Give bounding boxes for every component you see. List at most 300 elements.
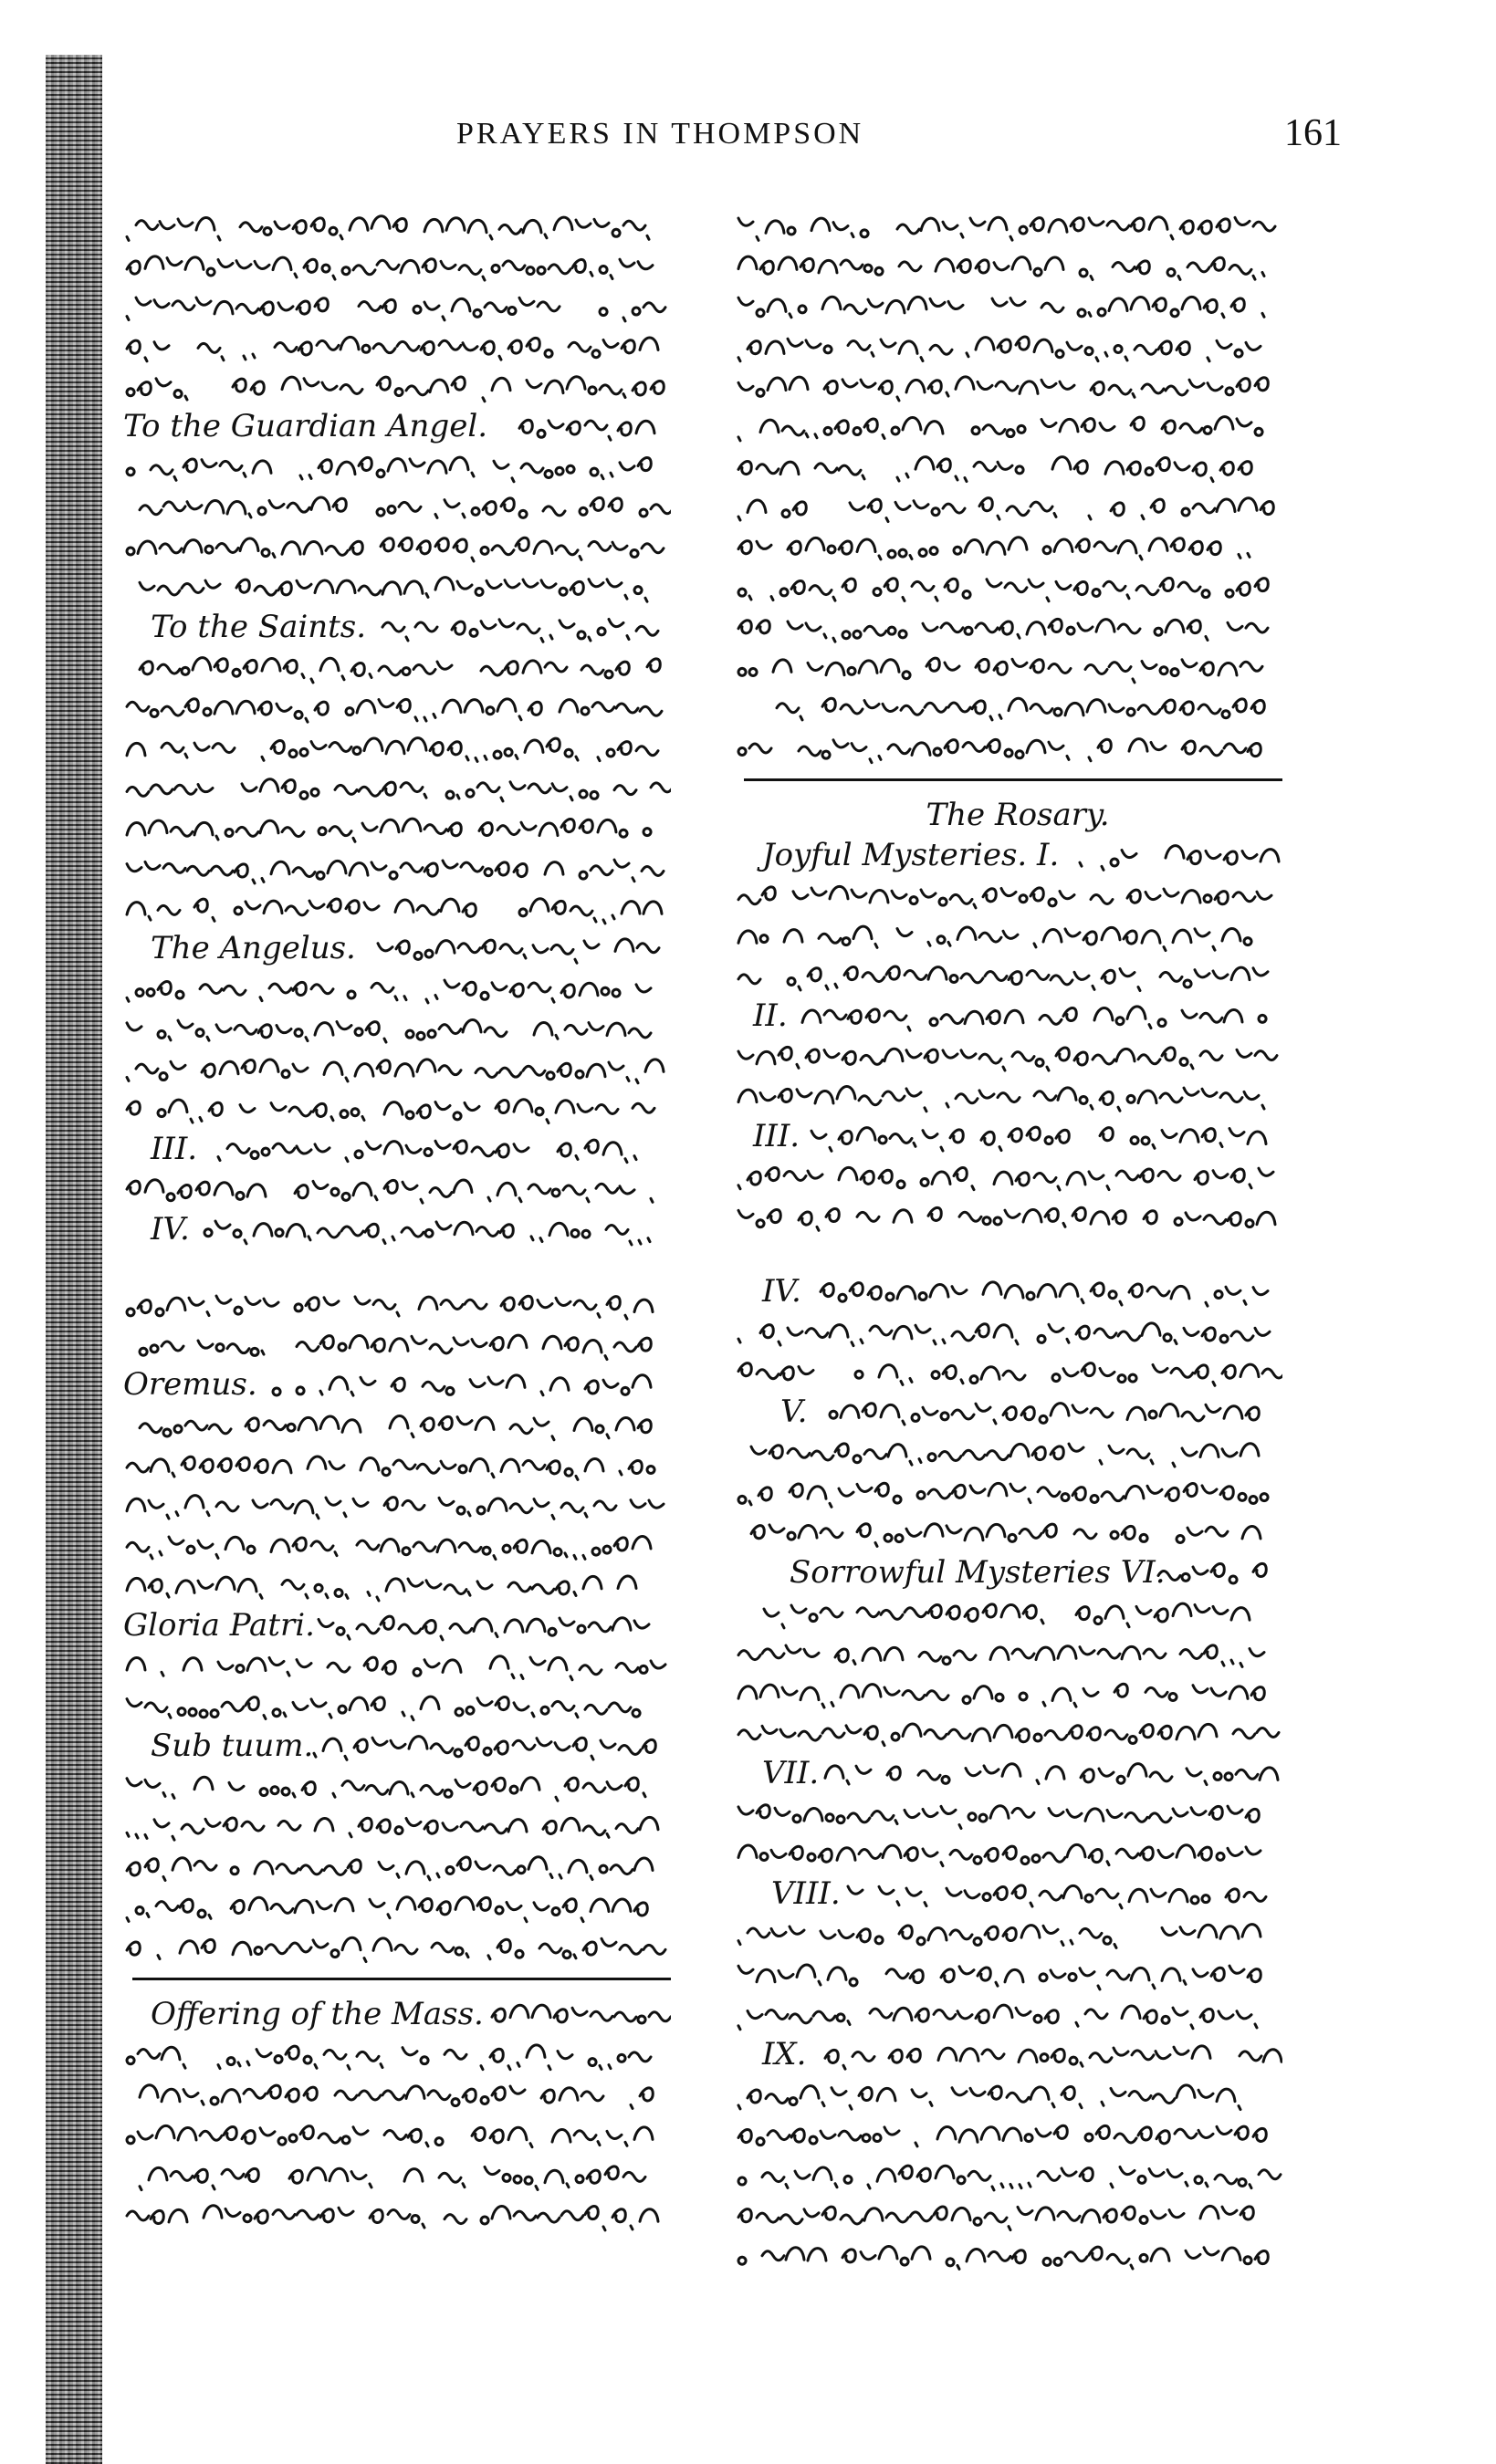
shorthand-text <box>269 1364 671 1404</box>
shorthand-glyphs <box>123 727 671 767</box>
section-label: Sub tuum. <box>151 1728 314 1764</box>
shorthand-text <box>735 486 1282 527</box>
shorthand-glyphs <box>735 2195 1282 2235</box>
section-label: Joyful Mysteries. I. <box>762 837 1060 873</box>
shorthand-glyphs <box>735 1076 1282 1116</box>
text-line <box>735 1076 1301 1116</box>
shorthand-glyphs <box>201 1209 671 1249</box>
text-line <box>735 1392 1301 1432</box>
shorthand-text <box>123 326 671 366</box>
shorthand-text <box>123 567 671 607</box>
text-line <box>123 1209 689 1249</box>
shorthand-text <box>315 1605 671 1645</box>
text-line <box>735 687 1301 727</box>
page-header <box>383 111 1342 166</box>
shorthand-text <box>735 687 1282 727</box>
text-line <box>735 245 1301 286</box>
shorthand-glyphs <box>735 607 1282 647</box>
text-line <box>735 795 1301 835</box>
text-line <box>735 406 1301 446</box>
shorthand-text <box>123 1008 671 1049</box>
text-line <box>123 848 689 888</box>
shorthand-glyphs <box>123 1324 671 1364</box>
shorthand-glyphs <box>123 1404 671 1445</box>
shorthand-glyphs <box>735 205 1282 245</box>
shorthand-glyphs <box>123 968 671 1008</box>
text-line <box>123 1284 689 1324</box>
shorthand-text <box>735 1036 1282 1076</box>
shorthand-glyphs <box>735 915 1282 955</box>
shorthand-glyphs <box>735 955 1282 996</box>
shorthand-text <box>123 727 671 767</box>
shorthand-text <box>374 928 671 968</box>
text-line <box>735 286 1301 326</box>
shorthand-glyphs <box>735 486 1282 527</box>
text-line <box>123 1726 689 1766</box>
shorthand-glyphs <box>123 1445 671 1485</box>
divider-rule <box>132 1978 671 1980</box>
text-line <box>123 888 689 928</box>
shorthand-text <box>735 2155 1282 2195</box>
text-line <box>735 1633 1301 1673</box>
shorthand-text <box>201 1209 671 1249</box>
text-line <box>123 1926 689 1967</box>
shorthand-text <box>123 1284 671 1324</box>
text-line <box>123 2114 689 2155</box>
text-line <box>123 1806 689 1846</box>
text-line <box>735 2114 1301 2155</box>
text-line <box>123 1525 689 1565</box>
shorthand-glyphs <box>735 286 1282 326</box>
shorthand-glyphs <box>123 366 671 406</box>
shorthand-glyphs <box>735 245 1282 286</box>
shorthand-text <box>735 406 1282 446</box>
shorthand-text <box>735 366 1282 406</box>
shorthand-text <box>735 915 1282 955</box>
text-line <box>735 1271 1301 1311</box>
shorthand-text <box>735 1432 1282 1472</box>
shorthand-glyphs <box>123 1169 671 1209</box>
running-title: PRAYERS IN THOMPSON <box>456 117 864 151</box>
shorthand-glyphs <box>123 1886 671 1926</box>
text-line <box>735 835 1301 875</box>
shorthand-glyphs <box>123 2114 671 2155</box>
text-line <box>735 1833 1301 1874</box>
text-line <box>735 607 1301 647</box>
shorthand-glyphs <box>214 1129 671 1169</box>
section-label: To the Saints. <box>151 609 367 645</box>
shorthand-text <box>817 1271 1282 1311</box>
text-line <box>123 2155 689 2195</box>
text-line <box>735 486 1301 527</box>
text-line <box>123 1129 689 1169</box>
text-line <box>123 1089 689 1129</box>
shorthand-glyphs <box>735 2074 1282 2114</box>
shorthand-text <box>310 1726 671 1766</box>
section-label: III. <box>753 1118 800 1154</box>
shorthand-text <box>735 245 1282 286</box>
text-line <box>735 1954 1301 1994</box>
shorthand-text <box>735 567 1282 607</box>
shorthand-text <box>123 767 671 808</box>
shorthand-text <box>808 1116 1282 1156</box>
shorthand-text <box>123 687 671 727</box>
shorthand-glyphs <box>735 567 1282 607</box>
section-label: Oremus. <box>123 1366 257 1403</box>
shorthand-text <box>488 1994 671 2034</box>
shorthand-text <box>123 1926 671 1967</box>
text-line <box>735 1116 1301 1156</box>
shorthand-text <box>735 1833 1282 1874</box>
text-line <box>735 2074 1301 2114</box>
shorthand-glyphs <box>735 1914 1282 1954</box>
text-line <box>123 1445 689 1485</box>
shorthand-text <box>123 968 671 1008</box>
shorthand-text <box>123 486 671 527</box>
shorthand-text <box>123 2195 671 2235</box>
shorthand-glyphs <box>123 767 671 808</box>
shorthand-glyphs <box>735 1633 1282 1673</box>
shorthand-glyphs <box>735 1833 1282 1874</box>
shorthand-glyphs <box>735 1472 1282 1512</box>
shorthand-text <box>123 1846 671 1886</box>
shorthand-glyphs <box>735 2114 1282 2155</box>
page-number: 161 <box>1284 112 1342 154</box>
shorthand-text <box>735 1311 1282 1352</box>
shorthand-text <box>735 727 1282 767</box>
shorthand-text <box>123 888 671 928</box>
shorthand-text <box>123 1886 671 1926</box>
shorthand-text <box>735 875 1282 915</box>
text-line <box>123 968 689 1008</box>
shorthand-glyphs <box>123 1645 671 1686</box>
shorthand-text <box>735 1914 1282 1954</box>
shorthand-text <box>123 286 671 326</box>
shorthand-glyphs <box>735 875 1282 915</box>
text-line <box>735 326 1301 366</box>
text-line <box>123 1364 689 1404</box>
shorthand-text <box>821 1753 1282 1793</box>
shorthand-glyphs <box>735 2155 1282 2195</box>
text-line <box>123 1485 689 1525</box>
text-line <box>123 1605 689 1645</box>
shorthand-text <box>735 2114 1282 2155</box>
shorthand-glyphs <box>735 527 1282 567</box>
text-line <box>123 1766 689 1806</box>
shorthand-text <box>123 245 671 286</box>
shorthand-glyphs <box>1155 1552 1282 1592</box>
shorthand-glyphs <box>735 1036 1282 1076</box>
section-label: V. <box>780 1394 808 1430</box>
text-line <box>123 727 689 767</box>
shorthand-glyphs <box>735 406 1282 446</box>
text-line <box>735 446 1301 486</box>
shorthand-text <box>1063 835 1282 875</box>
text-line <box>735 1753 1301 1793</box>
shorthand-text <box>123 1089 671 1129</box>
shorthand-glyphs <box>123 446 671 486</box>
shorthand-glyphs <box>123 567 671 607</box>
shorthand-glyphs <box>374 928 671 968</box>
section-title: The Rosary. <box>926 797 1110 833</box>
shorthand-text <box>844 1874 1282 1914</box>
shorthand-glyphs <box>735 1793 1282 1833</box>
divider-rule <box>744 778 1282 781</box>
section-label: III. <box>151 1131 198 1167</box>
shorthand-glyphs <box>123 1926 671 1967</box>
text-line <box>123 1645 689 1686</box>
shorthand-text <box>735 1472 1282 1512</box>
shorthand-text <box>735 286 1282 326</box>
shorthand-glyphs <box>123 326 671 366</box>
shorthand-glyphs <box>735 1673 1282 1713</box>
text-line <box>735 1592 1301 1633</box>
text-line <box>735 1036 1301 1076</box>
section-label: II. <box>753 997 788 1034</box>
shorthand-glyphs <box>123 527 671 567</box>
shorthand-glyphs <box>123 2155 671 2195</box>
shorthand-glyphs <box>844 1874 1282 1914</box>
shorthand-text <box>214 1129 671 1169</box>
shorthand-glyphs <box>123 2195 671 2235</box>
shorthand-text <box>123 2074 671 2114</box>
shorthand-text <box>123 1404 671 1445</box>
text-line <box>735 2235 1301 2275</box>
shorthand-text <box>735 1512 1282 1552</box>
text-line <box>735 1874 1301 1914</box>
shorthand-glyphs <box>123 205 671 245</box>
shorthand-text <box>123 366 671 406</box>
shorthand-glyphs <box>735 727 1282 767</box>
right-column <box>735 205 1301 2275</box>
shorthand-glyphs <box>123 1565 671 1605</box>
text-line <box>123 928 689 968</box>
shorthand-text <box>123 1766 671 1806</box>
shorthand-glyphs <box>735 326 1282 366</box>
shorthand-glyphs <box>817 1271 1282 1311</box>
shorthand-glyphs <box>735 1592 1282 1633</box>
shorthand-glyphs <box>269 1364 671 1404</box>
shorthand-text <box>735 1633 1282 1673</box>
shorthand-glyphs <box>1063 835 1282 875</box>
section-label: Sorrowful Mysteries VI. <box>790 1554 1166 1591</box>
shorthand-glyphs <box>735 366 1282 406</box>
text-line <box>123 1008 689 1049</box>
shorthand-glyphs <box>735 1512 1282 1552</box>
shorthand-glyphs <box>123 2034 671 2074</box>
shorthand-glyphs <box>808 1116 1282 1156</box>
text-line <box>123 687 689 727</box>
section-label: Offering of the Mass. <box>151 1996 484 2032</box>
section-label: IX. <box>762 2036 807 2072</box>
shorthand-glyphs <box>123 245 671 286</box>
shorthand-text <box>735 527 1282 567</box>
shorthand-glyphs <box>735 1196 1282 1237</box>
text-line <box>735 1914 1301 1954</box>
shorthand-glyphs <box>799 996 1282 1036</box>
shorthand-glyphs <box>123 1049 671 1089</box>
shorthand-text <box>735 2074 1282 2114</box>
shorthand-glyphs <box>735 446 1282 486</box>
text-line <box>123 1049 689 1089</box>
shorthand-text <box>735 1076 1282 1116</box>
shorthand-glyphs <box>516 406 671 446</box>
text-line <box>735 727 1301 767</box>
shorthand-glyphs <box>123 1089 671 1129</box>
shorthand-text <box>123 1525 671 1565</box>
shorthand-text <box>123 205 671 245</box>
shorthand-text <box>123 2034 671 2074</box>
text-line <box>735 915 1301 955</box>
shorthand-glyphs <box>310 1726 671 1766</box>
shorthand-glyphs <box>123 1284 671 1324</box>
text-line <box>735 527 1301 567</box>
text-line <box>123 2034 689 2074</box>
section-divider <box>735 767 1301 795</box>
shorthand-text <box>735 2235 1282 2275</box>
text-line <box>735 1512 1301 1552</box>
text-line <box>735 1196 1301 1237</box>
text-line <box>123 527 689 567</box>
section-label: Gloria Patri. <box>123 1607 315 1644</box>
text-line <box>735 2155 1301 2195</box>
shorthand-glyphs <box>488 1994 671 2034</box>
shorthand-text <box>123 1686 671 1726</box>
text-line <box>735 1994 1301 2034</box>
text-line <box>123 2195 689 2235</box>
paragraph-gap <box>123 1249 689 1284</box>
shorthand-glyphs <box>735 687 1282 727</box>
shorthand-text <box>123 2114 671 2155</box>
shorthand-glyphs <box>379 607 671 647</box>
text-line <box>123 567 689 607</box>
shorthand-text <box>123 1485 671 1525</box>
shorthand-glyphs <box>826 1392 1282 1432</box>
shorthand-glyphs <box>735 1432 1282 1472</box>
shorthand-glyphs <box>735 1352 1282 1392</box>
shorthand-glyphs <box>123 1525 671 1565</box>
shorthand-text <box>123 2155 671 2195</box>
shorthand-glyphs <box>123 2074 671 2114</box>
left-column <box>123 205 689 2235</box>
text-line <box>123 1324 689 1364</box>
text-line <box>735 955 1301 996</box>
shorthand-glyphs <box>123 687 671 727</box>
text-line <box>735 1432 1301 1472</box>
text-line <box>735 1311 1301 1352</box>
text-line <box>123 366 689 406</box>
text-line <box>735 1472 1301 1512</box>
shorthand-text <box>123 446 671 486</box>
shorthand-glyphs <box>123 1008 671 1049</box>
shorthand-glyphs <box>123 1485 671 1525</box>
shorthand-glyphs <box>821 1753 1282 1793</box>
section-label: The Angelus. <box>151 930 356 966</box>
shorthand-text <box>123 647 671 687</box>
text-line <box>735 205 1301 245</box>
text-line <box>123 767 689 808</box>
text-line <box>735 1352 1301 1392</box>
text-line <box>735 647 1301 687</box>
shorthand-glyphs <box>735 2235 1282 2275</box>
text-line <box>735 1673 1301 1713</box>
paragraph-gap <box>735 1237 1301 1271</box>
shorthand-text <box>123 808 671 848</box>
text-line <box>735 1793 1301 1833</box>
shorthand-text <box>735 1713 1282 1753</box>
text-line <box>735 366 1301 406</box>
shorthand-text <box>123 1445 671 1485</box>
shorthand-text <box>1155 1552 1282 1592</box>
shorthand-text <box>735 446 1282 486</box>
text-line <box>123 486 689 527</box>
shorthand-text <box>123 527 671 567</box>
shorthand-text <box>123 1565 671 1605</box>
text-line <box>123 1169 689 1209</box>
section-label: IV. <box>762 1273 801 1310</box>
text-line <box>735 1713 1301 1753</box>
shorthand-text <box>123 848 671 888</box>
shorthand-text <box>735 1352 1282 1392</box>
section-label: To the Guardian Angel. <box>123 408 488 444</box>
shorthand-glyphs <box>735 647 1282 687</box>
shorthand-text <box>735 607 1282 647</box>
shorthand-glyphs <box>123 848 671 888</box>
shorthand-text <box>799 996 1282 1036</box>
shorthand-text <box>735 1592 1282 1633</box>
book-binding-edge <box>46 55 102 2464</box>
shorthand-glyphs <box>123 808 671 848</box>
shorthand-glyphs <box>123 888 671 928</box>
text-line <box>123 446 689 486</box>
shorthand-text <box>735 2195 1282 2235</box>
shorthand-glyphs <box>735 1713 1282 1753</box>
shorthand-text <box>735 1673 1282 1713</box>
shorthand-glyphs <box>315 1605 671 1645</box>
shorthand-text <box>735 1954 1282 1994</box>
text-line <box>735 2195 1301 2235</box>
text-line <box>123 1846 689 1886</box>
shorthand-text <box>123 1645 671 1686</box>
text-line <box>735 567 1301 607</box>
shorthand-text <box>821 2034 1282 2074</box>
text-line <box>123 2074 689 2114</box>
shorthand-text <box>735 647 1282 687</box>
shorthand-glyphs <box>123 1806 671 1846</box>
text-line <box>123 1886 689 1926</box>
shorthand-glyphs <box>123 1766 671 1806</box>
shorthand-text <box>735 1994 1282 2034</box>
shorthand-text <box>735 205 1282 245</box>
shorthand-text <box>735 1793 1282 1833</box>
shorthand-text <box>123 1169 671 1209</box>
text-line <box>123 326 689 366</box>
shorthand-text <box>735 1196 1282 1237</box>
shorthand-text <box>826 1392 1282 1432</box>
text-line <box>123 808 689 848</box>
text-line <box>735 875 1301 915</box>
shorthand-glyphs <box>735 1156 1282 1196</box>
shorthand-text <box>516 406 671 446</box>
shorthand-glyphs <box>123 1686 671 1726</box>
text-line <box>735 1156 1301 1196</box>
text-line <box>735 996 1301 1036</box>
shorthand-glyphs <box>123 486 671 527</box>
text-line <box>123 286 689 326</box>
shorthand-glyphs <box>735 1994 1282 2034</box>
shorthand-text <box>735 1156 1282 1196</box>
shorthand-glyphs <box>821 2034 1282 2074</box>
